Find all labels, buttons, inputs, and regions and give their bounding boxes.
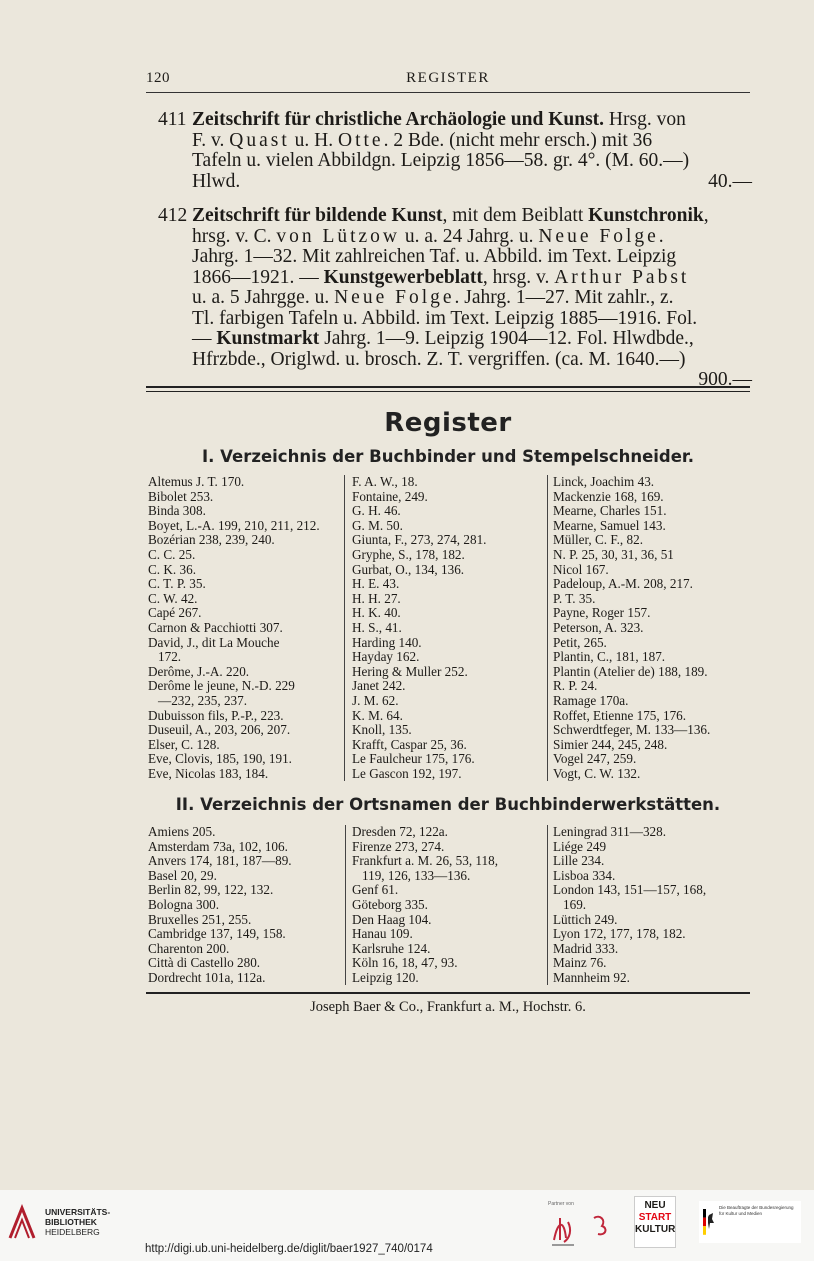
index-entry: Bozérian 238, 239, 240. (148, 532, 275, 548)
index-entry: Elser, C. 128. (148, 736, 220, 752)
running-title: REGISTER (406, 70, 490, 86)
column-divider (345, 825, 346, 985)
index-entry: Duseuil, A., 203, 206, 207. (148, 722, 291, 738)
index-entry: G. M. 50. (352, 517, 403, 533)
index-entry: C. C. 25. (148, 546, 196, 562)
index-entry: Bologna 300. (148, 896, 220, 912)
entry-line: Zeitschrift für christliche Archäologie und Kunst. Hrsg. von (192, 109, 686, 130)
index-entry: G. H. 46. (352, 503, 401, 519)
index-entry: Plantin, C., 181, 187. (553, 649, 666, 665)
index-entry: Leningrad 311—328. (553, 824, 667, 839)
index-entry: Hering & Muller 252. (352, 663, 468, 679)
index-entry: Ramage 170a. (553, 692, 629, 708)
index-entry: Madrid 333. (553, 940, 619, 956)
index-entry: Derôme, J.-A. 220. (148, 663, 250, 679)
section-title-places: II. Verzeichnis der Ortsnamen der Buchbinderwerkstätten. (175, 795, 721, 814)
footer-rule (146, 992, 750, 994)
index-entry: Leipzig 120. (352, 969, 419, 985)
bookbinders-column-2 (352, 475, 486, 781)
index-entry: Capé 267. (148, 605, 202, 621)
index-entry: H. E. 43. (352, 576, 400, 592)
index-entry: Dordrecht 101a, 112a. (148, 969, 266, 985)
column-divider (547, 825, 548, 985)
federal-government-text: Die Beauftragte der Bundesregierung für Kultur und Medien (719, 1205, 794, 1216)
index-entry: Bibolet 253. (148, 488, 214, 504)
neustart-line: NEU (644, 1200, 666, 1211)
partner-logos-icon[interactable] (548, 1210, 618, 1250)
index-entry: 172. (158, 649, 182, 665)
university-name[interactable] (45, 1207, 110, 1237)
index-entry: Città di Castello 280. (148, 955, 261, 971)
entry-line: Hfrzbde., Origlwd. u. brosch. Z. T. vergriffen. (ca. M. 1640.—) (192, 348, 686, 370)
index-entry: Hanau 109. (352, 926, 413, 942)
catalog-entry (158, 110, 752, 192)
index-entry: Mackenzie 168, 169. (553, 488, 664, 504)
index-entry: Vogel 247, 259. (553, 751, 637, 767)
entry-body (192, 206, 752, 391)
index-entry: Vogt, C. W. 132. (553, 765, 641, 781)
neustart-line: KULTUR (635, 1224, 676, 1235)
index-entry: 119, 126, 133—136. (362, 867, 471, 883)
index-entry: C. W. 42. (148, 590, 198, 606)
index-entry: Basel 20, 29. (148, 867, 217, 883)
index-entry: Frankfurt a. M. 26, 53, 118, (352, 853, 499, 869)
column-divider (547, 475, 548, 781)
index-entry: F. A. W., 18. (352, 474, 418, 489)
index-entry: Schwerdtfeger, M. 133—136. (553, 722, 711, 738)
entry-line: Tl. farbigen Tafeln u. Abbild. im Text. Leipzig 1885—1916. Fol. (192, 307, 698, 329)
index-entry: Gurbat, O., 134, 136. (352, 561, 465, 577)
entry-body (192, 110, 752, 192)
index-entry: Charenton 200. (148, 940, 230, 956)
index-entry: Karlsruhe 124. (352, 940, 431, 956)
entry-price: 40.— (708, 170, 752, 192)
entry-line: Hlwd. (192, 170, 241, 192)
index-entry: Mannheim 92. (553, 969, 630, 985)
index-entry: J. M. 62. (352, 692, 399, 708)
entry-line: u. a. 5 Jahrgge. u. Neue Folge. Jahrg. 1—27. Mit zahlr., z. (192, 287, 674, 308)
index-entry: C. T. P. 35. (148, 576, 206, 592)
places-column-3 (553, 825, 706, 986)
index-entry: Köln 16, 18, 47, 93. (352, 955, 458, 971)
university-name-line: HEIDELBERG (45, 1227, 100, 1237)
index-entry: Göteborg 335. (352, 896, 428, 912)
column-divider (344, 475, 345, 781)
index-entry: Den Haag 104. (352, 911, 432, 927)
index-entry: Binda 308. (148, 503, 206, 519)
index-entry: R. P. 24. (553, 678, 598, 694)
index-entry: Knoll, 135. (352, 722, 412, 738)
index-entry: Linck, Joachim 43. (553, 474, 655, 489)
index-entry: David, J., dit La Mouche (148, 634, 280, 650)
index-entry: Carnon & Pacchiotti 307. (148, 619, 283, 635)
index-entry: Harding 140. (352, 634, 422, 650)
index-entry: Lüttich 249. (553, 911, 618, 927)
index-entry: Boyet, L.-A. 199, 210, 211, 212. (148, 517, 320, 533)
university-name-line: BIBLIOTHEK (45, 1217, 97, 1227)
index-entry: Genf 61. (352, 882, 399, 898)
index-entry: Giunta, F., 273, 274, 281. (352, 532, 487, 548)
entry-price: 900.— (698, 369, 752, 390)
index-entry: Eve, Nicolas 183, 184. (148, 765, 269, 781)
university-name-line: UNIVERSITÄTS- (45, 1207, 111, 1217)
index-entry: H. H. 27. (352, 590, 401, 606)
index-entry: P. T. 35. (553, 590, 596, 606)
index-entry: Anvers 174, 181, 187—89. (148, 853, 292, 869)
index-entry: H. S., 41. (352, 619, 402, 635)
neustart-line: START (638, 1212, 672, 1223)
places-column-1 (148, 825, 292, 986)
permalink-url[interactable]: http://digi.ub.uni-heidelberg.de/diglit/baer1927_740/0174 (145, 1243, 433, 1255)
register-title: Register (384, 408, 512, 438)
index-entry: Janet 242. (352, 678, 406, 694)
index-entry: Amsterdam 73a, 102, 106. (148, 838, 288, 854)
index-entry: Firenze 273, 274. (352, 838, 445, 854)
index-entry: Amiens 205. (148, 824, 216, 839)
index-entry: Altemus J. T. 170. (148, 474, 245, 489)
federal-eagle-flag-icon (703, 1209, 715, 1235)
index-entry: Lyon 172, 177, 178, 182. (553, 926, 686, 942)
entry-line: — Kunstmarkt Jahrg. 1—9. Leipzig 1904—12. Fol. Hlwdbde., (192, 328, 694, 349)
partner-label: Partner von (548, 1201, 574, 1207)
publisher-footer: Joseph Baer & Co., Frankfurt a. M., Hochstr. 6. (310, 999, 586, 1015)
index-entry: Hayday 162. (352, 649, 420, 665)
page-header (146, 70, 750, 92)
index-entry: Müller, C. F., 82. (553, 532, 643, 548)
index-entry: Le Gascon 192, 197. (352, 765, 462, 781)
places-column-2 (352, 825, 498, 986)
entry-line: 1866—1921. — Kunstgewerbeblatt, hrsg. v. Arthur Pabst (192, 266, 690, 288)
index-entry: Gryphe, S., 178, 182. (352, 546, 465, 562)
page-number: 120 (146, 70, 170, 86)
bookbinders-column-3 (553, 475, 710, 781)
entry-line: Jahrg. 1—32. Mit zahlreichen Taf. u. Abbild. im Text. Leipzig (192, 246, 677, 267)
index-entry: Bruxelles 251, 255. (148, 911, 252, 927)
entry-line: F. v. Quast u. H. Otte. 2 Bde. (nicht mehr ersch.) mit 36 (192, 129, 653, 151)
section-title-bookbinders: I. Verzeichnis der Buchbinder und Stempelschneider. (202, 447, 694, 466)
header-rule (146, 92, 750, 93)
viewer-bottom-bar (0, 1190, 814, 1261)
index-entry: —232, 235, 237. (158, 692, 248, 708)
index-entry: Krafft, Caspar 25, 36. (352, 736, 467, 752)
index-entry: Padeloup, A.-M. 208, 217. (553, 576, 693, 592)
index-entry: C. K. 36. (148, 561, 196, 577)
index-entry: 169. (563, 896, 587, 912)
index-entry: Cambridge 137, 149, 158. (148, 926, 286, 942)
federal-government-logo[interactable] (699, 1201, 801, 1243)
entry-line: hrsg. v. C. von Lützow u. a. 24 Jahrg. u. Neue Folge. (192, 225, 664, 247)
index-entry: Liége 249 (553, 838, 607, 854)
index-entry: Dresden 72, 122a. (352, 824, 448, 839)
index-entry: Payne, Roger 157. (553, 605, 651, 621)
index-entry: N. P. 25, 30, 31, 36, 51 (553, 546, 674, 562)
index-entry: Plantin (Atelier de) 188, 189. (553, 663, 708, 679)
index-entry: Roffet, Etienne 175, 176. (553, 707, 687, 723)
entry-number: 411 (158, 109, 187, 130)
index-entry: Mainz 76. (553, 955, 607, 971)
index-entry: London 143, 151—157, 168, (553, 882, 707, 898)
bookbinders-column-1 (148, 475, 320, 781)
catalog-entry (158, 206, 752, 391)
index-entry: Mearne, Samuel 143. (553, 517, 666, 533)
index-entry: Simier 244, 245, 248. (553, 736, 668, 752)
index-entry: Dubuisson fils, P.-P., 223. (148, 707, 284, 723)
index-entry: Derôme le jeune, N.-D. 229 (148, 678, 295, 694)
index-entry: Peterson, A. 323. (553, 619, 644, 635)
entry-number: 412 (158, 205, 188, 226)
index-entry: Berlin 82, 99, 122, 132. (148, 882, 274, 898)
index-entry: Le Faulcheur 175, 176. (352, 751, 475, 767)
entry-line: Tafeln u. vielen Abbildgn. Leipzig 1856—58. gr. 4°. (M. 60.—) (192, 150, 690, 171)
double-rule (146, 386, 750, 392)
university-library-logo-icon[interactable] (8, 1204, 36, 1240)
index-entry: Lille 234. (553, 853, 605, 869)
entry-line: Zeitschrift für bildende Kunst, mit dem Beiblatt Kunstchronik, (192, 205, 709, 226)
index-entry: Eve, Clovis, 185, 190, 191. (148, 751, 292, 767)
index-entry: Lisboa 334. (553, 867, 616, 883)
index-entry: Nicol 167. (553, 561, 609, 577)
neustart-kultur-logo[interactable] (634, 1196, 676, 1248)
index-entry: H. K. 40. (352, 605, 401, 621)
index-entry: Mearne, Charles 151. (553, 503, 667, 519)
index-entry: Fontaine, 249. (352, 488, 428, 504)
index-entry: Petit, 265. (553, 634, 607, 650)
index-entry: K. M. 64. (352, 707, 403, 723)
